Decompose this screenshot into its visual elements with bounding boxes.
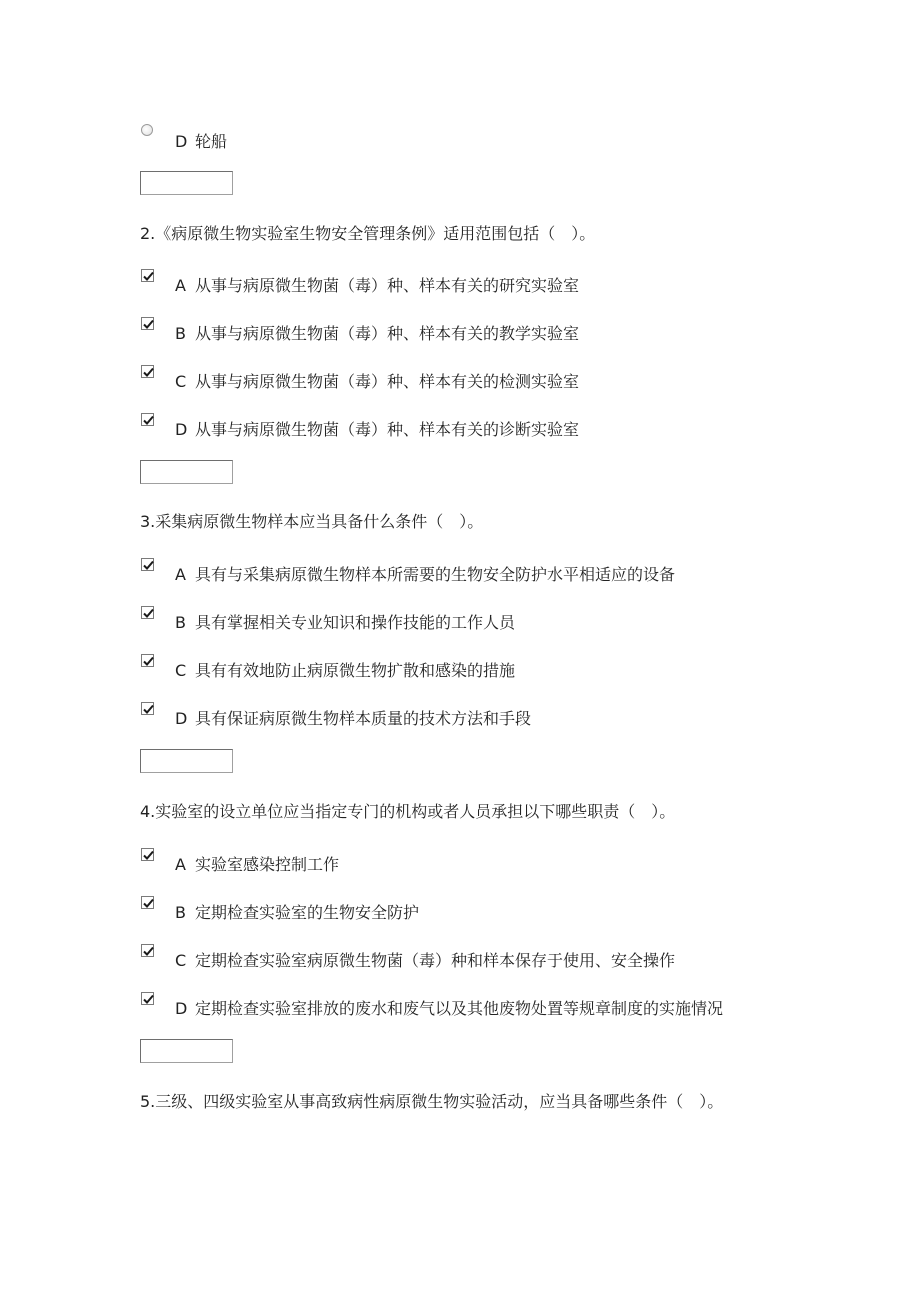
option-letter: C xyxy=(175,372,187,391)
option-letter: C xyxy=(175,661,187,680)
option-label: 定期检查实验室排放的废水和废气以及其他废物处置等规章制度的实施情况 xyxy=(195,999,724,1018)
question-2-title: 2.《病原微生物实验室生物安全管理条例》适用范围包括（ ）。 xyxy=(140,224,596,243)
option-letter: D xyxy=(175,420,188,439)
option-label: 从事与病原微生物菌（毒）种、样本有关的检测实验室 xyxy=(195,372,580,391)
option-q1-d xyxy=(175,132,227,152)
answer-input-q3[interactable] xyxy=(140,749,233,773)
option-label: 从事与病原微生物菌（毒）种、样本有关的研究实验室 xyxy=(195,276,580,295)
option-q3-b xyxy=(175,613,515,633)
option-letter: A xyxy=(175,565,186,584)
checkbox-checked-icon[interactable] xyxy=(141,944,154,957)
checkbox-checked-icon[interactable] xyxy=(141,558,154,571)
option-label: 从事与病原微生物菌（毒）种、样本有关的诊断实验室 xyxy=(195,420,580,439)
option-label: 实验室感染控制工作 xyxy=(195,855,340,874)
option-label: 具有掌握相关专业知识和操作技能的工作人员 xyxy=(195,613,516,632)
answer-input-q1[interactable] xyxy=(140,171,233,195)
option-q2-b xyxy=(175,324,579,344)
option-label: 定期检查实验室病原微生物菌（毒）种和样本保存于使用、安全操作 xyxy=(195,951,676,970)
radio-button-icon[interactable] xyxy=(141,124,153,136)
checkbox-checked-icon[interactable] xyxy=(141,365,154,378)
checkbox-checked-icon[interactable] xyxy=(141,606,154,619)
option-letter: B xyxy=(175,903,186,922)
checkbox-checked-icon[interactable] xyxy=(141,269,154,282)
option-letter: B xyxy=(175,324,186,343)
option-label: 具有保证病原微生物样本质量的技术方法和手段 xyxy=(195,709,532,728)
option-letter: A xyxy=(175,276,186,295)
option-q2-a xyxy=(175,276,579,296)
checkbox-checked-icon[interactable] xyxy=(141,896,154,909)
option-letter: D xyxy=(175,132,188,151)
option-letter: C xyxy=(175,951,187,970)
option-q4-b xyxy=(175,903,419,923)
option-q3-d xyxy=(175,709,531,729)
option-letter: D xyxy=(175,999,188,1018)
question-4-title: 4.实验室的设立单位应当指定专门的机构或者人员承担以下哪些职责（ ）。 xyxy=(140,802,676,821)
checkbox-checked-icon[interactable] xyxy=(141,654,154,667)
option-q3-a xyxy=(175,565,675,585)
option-label: 轮船 xyxy=(195,132,228,151)
option-q4-c xyxy=(175,951,675,971)
option-q4-d xyxy=(175,999,723,1019)
option-q2-d xyxy=(175,420,579,440)
answer-input-q4[interactable] xyxy=(140,1039,233,1063)
option-letter: A xyxy=(175,855,186,874)
question-5-title: 5.三级、四级实验室从事高致病性病原微生物实验活动，应当具备哪些条件（ ）。 xyxy=(140,1092,724,1111)
option-label: 具有与采集病原微生物样本所需要的生物安全防护水平相适应的设备 xyxy=(195,565,676,584)
checkbox-checked-icon[interactable] xyxy=(141,848,154,861)
checkbox-checked-icon[interactable] xyxy=(141,413,154,426)
checkbox-checked-icon[interactable] xyxy=(141,992,154,1005)
option-letter: D xyxy=(175,709,188,728)
option-label: 从事与病原微生物菌（毒）种、样本有关的教学实验室 xyxy=(195,324,580,343)
option-q3-c xyxy=(175,661,515,681)
answer-input-q2[interactable] xyxy=(140,460,233,484)
option-q4-a xyxy=(175,855,339,875)
checkbox-checked-icon[interactable] xyxy=(141,702,154,715)
option-label: 具有有效地防止病原微生物扩散和感染的措施 xyxy=(195,661,516,680)
checkbox-checked-icon[interactable] xyxy=(141,317,154,330)
question-3-title: 3.采集病原微生物样本应当具备什么条件（ ）。 xyxy=(140,512,484,531)
option-letter: B xyxy=(175,613,186,632)
option-q2-c xyxy=(175,372,579,392)
option-label: 定期检查实验室的生物安全防护 xyxy=(195,903,420,922)
